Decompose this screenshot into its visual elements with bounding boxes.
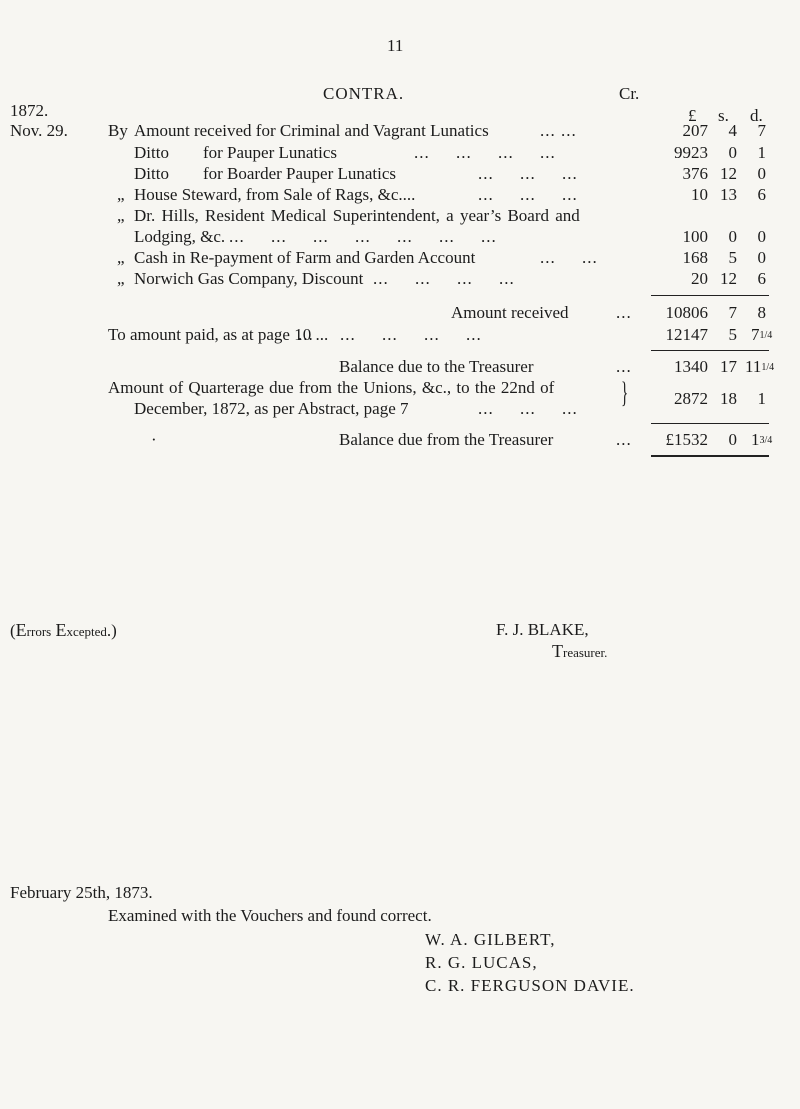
quarterage-pounds: 2872 bbox=[674, 389, 708, 408]
amount-received-label: Amount received bbox=[451, 303, 569, 322]
entry-shillings: 0 bbox=[728, 227, 737, 246]
quarterage-pence: 1 bbox=[757, 389, 766, 408]
entry-pence: 6 bbox=[757, 269, 766, 288]
year-label: 1872. bbox=[10, 101, 49, 120]
amount-received-dots: ... bbox=[616, 303, 632, 322]
auditor-name: R. G. LUCAS, bbox=[425, 953, 538, 972]
credit-side-label: Cr. bbox=[619, 84, 640, 103]
entry-prefix: „ bbox=[117, 248, 125, 267]
amount-received-pounds: 10806 bbox=[665, 303, 708, 322]
entry-dots: ... ... ... ... bbox=[373, 269, 515, 288]
entry-label: Norwich Gas Company, Discount bbox=[134, 269, 364, 288]
balance-to-treasurer-shillings: 17 bbox=[720, 357, 737, 376]
entry-dots: ... ... ... bbox=[478, 185, 578, 204]
entry-pounds: 10 bbox=[691, 185, 708, 204]
quarterage-line-1: Amount of Quarterage due from the Unions, &c., to the 22nd of bbox=[108, 378, 555, 397]
amount-received-shillings: 7 bbox=[728, 303, 737, 322]
examination-statement: Examined with the Vouchers and found correct. bbox=[108, 906, 432, 925]
balance-to-treasurer-fraction: 1/4 bbox=[761, 362, 775, 373]
errors-excepted: (Errors Excepted.) bbox=[10, 620, 117, 640]
entry-shillings: 12 bbox=[720, 269, 737, 288]
entry-dots: ... ... bbox=[540, 121, 577, 140]
amount-paid-dots: ... ... ... ... ... bbox=[298, 325, 482, 344]
entry-pence: 7 bbox=[757, 121, 766, 140]
entry-dots: ... ... bbox=[540, 248, 598, 267]
bullet-mark: · bbox=[151, 430, 157, 449]
entry-pence: 0 bbox=[757, 227, 766, 246]
balance-to-treasurer-pounds: 1340 bbox=[674, 357, 708, 376]
entry-pence: 0 bbox=[757, 164, 766, 183]
entry-prefix: „ bbox=[117, 185, 125, 204]
entry-label: Amount received for Criminal and Vagrant Lunatics bbox=[134, 121, 489, 140]
entry-shillings: 0 bbox=[728, 143, 737, 162]
treasurer-title: Treasurer. bbox=[552, 641, 608, 661]
balance-to-treasurer-dots: ... bbox=[616, 357, 632, 376]
entry-shillings: 13 bbox=[720, 185, 737, 204]
quarterage-line-2: December, 1872, as per Abstract, page 7 bbox=[134, 399, 409, 418]
final-rule bbox=[651, 423, 769, 424]
entry-pence: 1 bbox=[757, 143, 766, 162]
brace: } bbox=[621, 376, 629, 409]
quarterage-dots: ... ... ... bbox=[478, 399, 578, 418]
entry-pounds: 376 bbox=[682, 164, 708, 183]
entry-pounds: 168 bbox=[682, 248, 708, 267]
balance-rule bbox=[651, 350, 769, 351]
amount-paid-pence: 71/4 bbox=[751, 325, 773, 344]
entry-shillings: 4 bbox=[728, 121, 737, 140]
entry-pence: 6 bbox=[757, 185, 766, 204]
shillings-column-heading: s. bbox=[718, 106, 729, 125]
entry-label: Dr. Hills, Resident Medical Superintendent, a year’s Board and bbox=[134, 206, 580, 225]
entry-shillings: 5 bbox=[728, 248, 737, 267]
balance-from-treasurer-pounds: £1532 bbox=[665, 430, 708, 449]
subtotal-rule bbox=[651, 295, 769, 296]
page-number: 11 bbox=[387, 36, 404, 55]
auditor-name: C. R. FERGUSON DAVIE. bbox=[425, 976, 635, 995]
quarterage-shillings: 18 bbox=[720, 389, 737, 408]
entry-pounds: 207 bbox=[682, 121, 708, 140]
auditor-name: W. A. GILBERT, bbox=[425, 930, 556, 949]
pence-column-heading: d. bbox=[750, 106, 763, 125]
entry-label: Cash in Re-payment of Farm and Garden Account bbox=[134, 248, 476, 267]
entry-label: House Steward, from Sale of Rags, &c.... bbox=[134, 185, 416, 204]
amount-paid-pounds: 12147 bbox=[665, 325, 708, 344]
amount-paid-shillings: 5 bbox=[728, 325, 737, 344]
pounds-column-heading: £ bbox=[688, 106, 697, 125]
entry-shillings: 12 bbox=[720, 164, 737, 183]
entry-pounds: 9923 bbox=[674, 143, 708, 162]
balance-from-treasurer-pence: 13/4 bbox=[751, 430, 773, 449]
balance-from-treasurer-fraction: 3/4 bbox=[759, 435, 773, 446]
balance-to-treasurer-label: Balance due to the Treasurer bbox=[339, 357, 534, 376]
balance-to-treasurer-pence: 111/4 bbox=[745, 357, 775, 376]
entry-pounds: 100 bbox=[682, 227, 708, 246]
entry-label: Lodging, &c. bbox=[134, 227, 226, 246]
amount-received-pence: 8 bbox=[757, 303, 766, 322]
entry-pence: 0 bbox=[757, 248, 766, 267]
balance-from-treasurer-label: Balance due from the Treasurer bbox=[339, 430, 554, 449]
entry-prefix: „ bbox=[117, 206, 125, 225]
examination-date: February 25th, 1873. bbox=[10, 883, 153, 902]
balance-from-treasurer-shillings: 0 bbox=[728, 430, 737, 449]
treasurer-name: F. J. BLAKE, bbox=[496, 620, 589, 639]
entry-prefix: By bbox=[108, 121, 128, 140]
amount-paid-fraction: 1/4 bbox=[759, 330, 773, 341]
amount-paid-label: To amount paid, as at page 10 ... bbox=[108, 325, 329, 344]
entry-pounds: 20 bbox=[691, 269, 708, 288]
entry-date: Nov. 29. bbox=[10, 121, 68, 140]
entry-prefix: „ bbox=[117, 269, 125, 288]
double-rule bbox=[651, 455, 769, 457]
entry-dots: ... ... ... ... ... ... ... bbox=[229, 227, 497, 246]
balance-from-treasurer-dots: ... bbox=[616, 430, 632, 449]
entry-dots: ... ... ... bbox=[478, 164, 578, 183]
entry-dots: ... ... ... ... bbox=[414, 143, 556, 162]
entry-label: Ditto for Pauper Lunatics bbox=[134, 143, 338, 162]
contra-heading: CONTRA. bbox=[323, 84, 405, 103]
entry-label: Ditto for Boarder Pauper Lunatics bbox=[134, 164, 397, 183]
